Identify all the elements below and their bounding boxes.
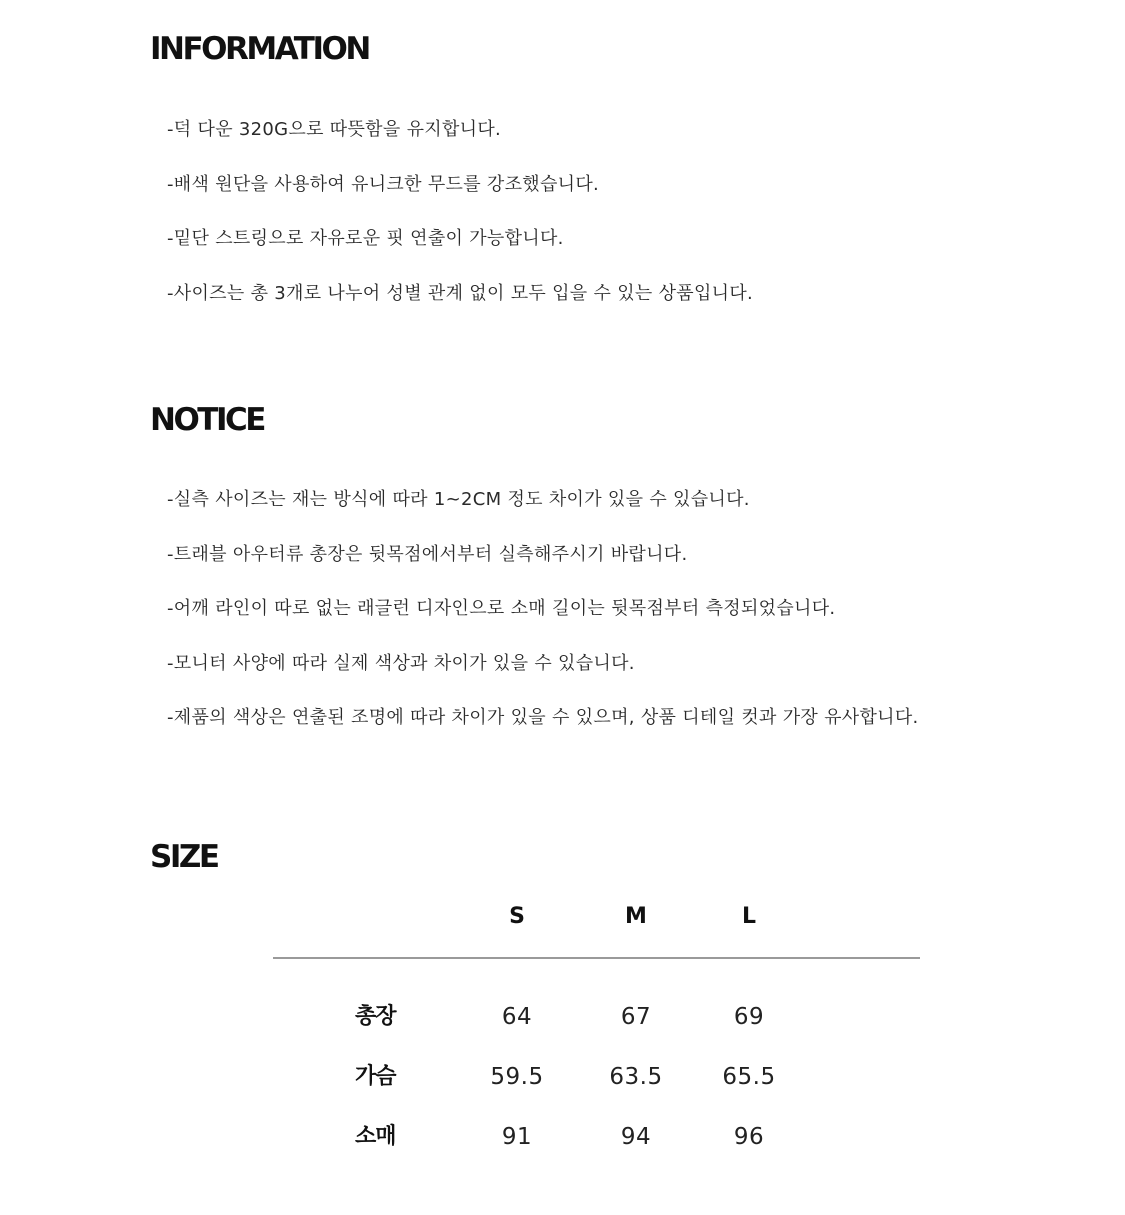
size-row-label: 가슴 bbox=[355, 1064, 396, 1089]
notice-list bbox=[167, 489, 919, 762]
information-item: -배색 원단을 사용하여 유니크한 무드를 강조했습니다. bbox=[167, 173, 600, 195]
size-row-label: 소매 bbox=[355, 1124, 396, 1149]
notice-item: -제품의 색상은 연출된 조명에 따라 차이가 있을 수 있으며, 상품 디테일 컷과 가장 유사합니다. bbox=[167, 707, 919, 728]
size-cell: 65.5 bbox=[722, 1064, 776, 1090]
notice-item: -트래블 아우터류 총장은 뒷목점에서부터 실측해주시기 바랍니다. bbox=[167, 543, 688, 565]
information-item: -덕 다운 320G으로 따뜻함을 유지합니다. bbox=[167, 119, 502, 140]
notice-item: -어깨 라인이 따로 없는 래글런 디자인으로 소매 길이는 뒷목점부터 측정되었습니다. bbox=[167, 598, 836, 619]
size-title: SIZE bbox=[150, 839, 218, 875]
size-cell: 69 bbox=[733, 1004, 765, 1030]
size-row-label: 총장 bbox=[355, 1004, 396, 1029]
size-cell: 96 bbox=[733, 1124, 765, 1150]
size-cell: 67 bbox=[620, 1004, 652, 1030]
notice-item: -실측 사이즈는 재는 방식에 따라 1~2CM 정도 차이가 있을 수 있습니다. bbox=[167, 489, 750, 510]
size-cell: 63.5 bbox=[609, 1064, 663, 1090]
notice-item: -모니터 사양에 따라 실제 색상과 차이가 있을 수 있습니다. bbox=[167, 652, 635, 674]
size-column-header: M bbox=[625, 904, 647, 929]
information-item: -사이즈는 총 3개로 나누어 성별 관계 없이 모두 입을 수 있는 상품입니다. bbox=[167, 282, 754, 304]
information-item: -밑단 스트링으로 자유로운 핏 연출이 가능합니다. bbox=[167, 228, 564, 249]
size-cell: 59.5 bbox=[490, 1064, 544, 1090]
size-column-header: L bbox=[741, 904, 757, 929]
size-header-divider bbox=[273, 957, 920, 959]
information-title: INFORMATION bbox=[150, 31, 369, 67]
notice-title: NOTICE bbox=[150, 402, 264, 438]
size-cell: 91 bbox=[501, 1124, 533, 1150]
size-cell: 94 bbox=[620, 1124, 652, 1150]
information-list bbox=[167, 119, 753, 337]
size-cell: 64 bbox=[501, 1004, 533, 1030]
size-column-header: S bbox=[509, 904, 525, 929]
